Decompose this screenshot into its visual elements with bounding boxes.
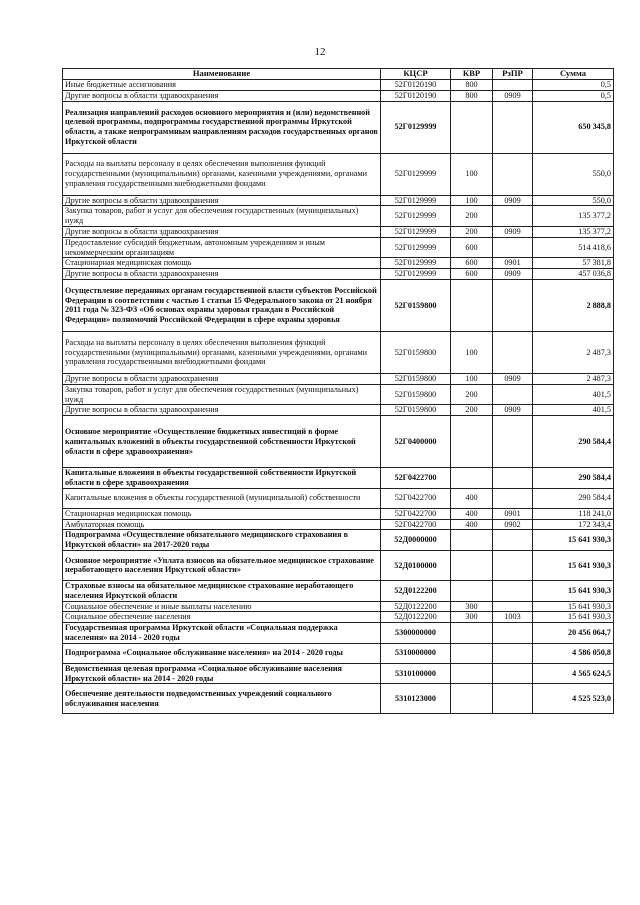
- header-name: Наименование: [63, 69, 381, 80]
- cell-name: Амбулаторная помощь: [63, 519, 381, 530]
- table-row: [63, 258, 614, 269]
- table-row: [63, 101, 614, 153]
- cell-sum: 57 381,8: [533, 258, 614, 269]
- cell-rzpr: 0909: [493, 195, 533, 206]
- cell-kcsr: 5310000000: [381, 643, 451, 663]
- cell-rzpr: [493, 279, 533, 331]
- cell-name: Предоставление субсидий бюджетным, автономным учреждениям и иным некоммерческим организациям: [63, 237, 381, 258]
- cell-kvr: 300: [451, 601, 493, 612]
- cell-rzpr: 0909: [493, 269, 533, 280]
- cell-kvr: 200: [451, 384, 493, 405]
- cell-sum: 457 036,8: [533, 269, 614, 280]
- table-row: [63, 519, 614, 530]
- cell-sum: 20 456 064,7: [533, 623, 614, 644]
- cell-kcsr: 52Г0159800: [381, 373, 451, 384]
- cell-sum: 15 641 930,3: [533, 550, 614, 580]
- cell-sum: 2 487,3: [533, 331, 614, 373]
- cell-name: Стационарная медицинская помощь: [63, 508, 381, 519]
- cell-kvr: 100: [451, 373, 493, 384]
- table-row: [63, 684, 614, 714]
- cell-name: Иные бюджетные ассигнования: [63, 80, 381, 91]
- cell-rzpr: [493, 101, 533, 153]
- cell-rzpr: [493, 80, 533, 91]
- table-row: [63, 237, 614, 258]
- header-kcsr: КЦСР: [381, 69, 451, 80]
- cell-kcsr: 52Г0120190: [381, 80, 451, 91]
- cell-sum: 650 345,8: [533, 101, 614, 153]
- cell-name: Обеспечение деятельности подведомственных учреждений социального обслуживания населения: [63, 684, 381, 714]
- cell-rzpr: [493, 643, 533, 663]
- cell-sum: 401,5: [533, 384, 614, 405]
- cell-name: Государственная программа Иркутской области «Социальная поддержка населения» на 2014 - 2020 годы: [63, 623, 381, 644]
- cell-name: Ведомственная целевая программа «Социальное обслуживание населения Иркутской области» на 2014 - 2020 годы: [63, 663, 381, 684]
- cell-name: Другие вопросы в области здравоохранения: [63, 405, 381, 416]
- cell-sum: 550,0: [533, 195, 614, 206]
- cell-name: Реализация направлений расходов основного мероприятия и (или) ведомственной целевой программы, подпрограммы государственной программы Иркутской области, а также непрограммным направлениям расходов государственных органов Иркутской области: [63, 101, 381, 153]
- cell-name: Капитальные вложения в объекты государственной собственности Иркутской области в сфере здравоохранения: [63, 468, 381, 489]
- cell-sum: 290 584,4: [533, 468, 614, 489]
- cell-kcsr: 52Г0129999: [381, 269, 451, 280]
- cell-rzpr: [493, 237, 533, 258]
- cell-name: Основное мероприятие «Уплата взносов на обязательное медицинское страхование неработающего населения Иркутской области»: [63, 550, 381, 580]
- table-row: [63, 226, 614, 237]
- page-number: 12: [314, 46, 326, 58]
- cell-rzpr: [493, 153, 533, 195]
- cell-kvr: 800: [451, 90, 493, 101]
- cell-name: Подпрограмма «Осуществление обязательного медицинского страхования в Иркутской области» на 2017-2020 годы: [63, 530, 381, 551]
- cell-sum: 550,0: [533, 153, 614, 195]
- cell-kvr: [451, 550, 493, 580]
- cell-name: Основное мероприятие «Осуществление бюджетных инвестиций в форме капитальных вложений в объекты государственной собственности Иркутской области в сфере здравоохранения»: [63, 416, 381, 468]
- cell-kvr: 100: [451, 195, 493, 206]
- cell-name: Другие вопросы в области здравоохранения: [63, 373, 381, 384]
- cell-sum: 135 377,2: [533, 226, 614, 237]
- cell-kvr: [451, 416, 493, 468]
- cell-kcsr: 5310100000: [381, 663, 451, 684]
- cell-kvr: 200: [451, 226, 493, 237]
- cell-kcsr: 52Г0129999: [381, 258, 451, 269]
- cell-name: Расходы на выплаты персоналу в целях обеспечения выполнения функций государственными (муниципальными) органами, казенными учреждениями, органами управления государственными внебюджетными фондами: [63, 153, 381, 195]
- cell-name: Другие вопросы в области здравоохранения: [63, 269, 381, 280]
- cell-kcsr: 52Г0422700: [381, 519, 451, 530]
- table-row: [63, 508, 614, 519]
- cell-name: Осуществление переданных органам государственной власти субъектов Российской Федерации в соответствии с частью 1 статьи 15 Федерального закона от 21 ноября 2011 года № 323-ФЗ «Об основах охраны здоровья граждан в Российской Федерации» полномочий Российской Федерации в сфере охраны здоровья: [63, 279, 381, 331]
- cell-name: Подпрограмма «Социальное обслуживание населения» на 2014 - 2020 годы: [63, 643, 381, 663]
- cell-kvr: [451, 468, 493, 489]
- table-row: [63, 373, 614, 384]
- cell-name: Социальное обеспечение населения: [63, 612, 381, 623]
- cell-kcsr: 52Г0422700: [381, 488, 451, 508]
- cell-sum: 172 343,4: [533, 519, 614, 530]
- cell-rzpr: 0901: [493, 258, 533, 269]
- cell-sum: 0,5: [533, 90, 614, 101]
- cell-kcsr: 5310123000: [381, 684, 451, 714]
- cell-rzpr: 0902: [493, 519, 533, 530]
- table-row: [63, 80, 614, 91]
- cell-name: Страховые взносы на обязательное медицинское страхование неработающего населения Иркутской области: [63, 580, 381, 601]
- table-row: [63, 550, 614, 580]
- cell-sum: 4 586 050,8: [533, 643, 614, 663]
- cell-name: Стационарная медицинская помощь: [63, 258, 381, 269]
- table-row: [63, 206, 614, 227]
- cell-kvr: 400: [451, 508, 493, 519]
- cell-sum: 15 641 930,3: [533, 580, 614, 601]
- cell-rzpr: 0909: [493, 373, 533, 384]
- cell-sum: 290 584,4: [533, 488, 614, 508]
- cell-kcsr: 52Г0422700: [381, 508, 451, 519]
- cell-rzpr: [493, 488, 533, 508]
- cell-name: Социальное обеспечение и иные выплаты населению: [63, 601, 381, 612]
- cell-rzpr: [493, 580, 533, 601]
- table-row: [63, 195, 614, 206]
- table-row: [63, 384, 614, 405]
- cell-kcsr: 52Г0159800: [381, 405, 451, 416]
- header-kvr: КВР: [451, 69, 493, 80]
- cell-kcsr: 52Г0422700: [381, 468, 451, 489]
- cell-sum: 118 241,0: [533, 508, 614, 519]
- cell-sum: 15 641 930,3: [533, 601, 614, 612]
- cell-kcsr: 52Д0100000: [381, 550, 451, 580]
- cell-sum: 514 418,6: [533, 237, 614, 258]
- cell-kvr: 200: [451, 405, 493, 416]
- cell-sum: 0,5: [533, 80, 614, 91]
- table-row: [63, 623, 614, 644]
- cell-kvr: 600: [451, 237, 493, 258]
- cell-name: Другие вопросы в области здравоохранения: [63, 226, 381, 237]
- cell-kcsr: 5300000000: [381, 623, 451, 644]
- cell-sum: 135 377,2: [533, 206, 614, 227]
- cell-kcsr: 52Д0122200: [381, 580, 451, 601]
- cell-rzpr: [493, 416, 533, 468]
- cell-rzpr: 1003: [493, 612, 533, 623]
- cell-name: Закупка товаров, работ и услуг для обеспечения государственных (муниципальных) нужд: [63, 384, 381, 405]
- cell-kvr: [451, 663, 493, 684]
- cell-rzpr: 0909: [493, 405, 533, 416]
- cell-kcsr: 52Г0159800: [381, 384, 451, 405]
- cell-kvr: 800: [451, 80, 493, 91]
- table-header-row: [63, 69, 614, 80]
- header-rzpr: РзПР: [493, 69, 533, 80]
- cell-kcsr: 52Г0159800: [381, 279, 451, 331]
- cell-rzpr: [493, 206, 533, 227]
- cell-kcsr: 52Г0129999: [381, 226, 451, 237]
- table-row: [63, 612, 614, 623]
- cell-kvr: [451, 101, 493, 153]
- cell-kcsr: 52Д0122200: [381, 601, 451, 612]
- cell-kcsr: 52Д0000000: [381, 530, 451, 551]
- cell-rzpr: [493, 684, 533, 714]
- cell-name: Расходы на выплаты персоналу в целях обеспечения выполнения функций государственными (муниципальными) органами, казенными учреждениями, органами управления государственными внебюджетными фондами: [63, 331, 381, 373]
- cell-kcsr: 52Г0129999: [381, 153, 451, 195]
- cell-kvr: 300: [451, 612, 493, 623]
- cell-sum: 2 487,3: [533, 373, 614, 384]
- cell-kvr: [451, 530, 493, 551]
- cell-kvr: 100: [451, 153, 493, 195]
- cell-rzpr: [493, 384, 533, 405]
- cell-sum: 290 584,4: [533, 416, 614, 468]
- cell-kvr: [451, 623, 493, 644]
- cell-rzpr: [493, 331, 533, 373]
- cell-kvr: [451, 580, 493, 601]
- table-row: [63, 530, 614, 551]
- cell-sum: 4 565 624,5: [533, 663, 614, 684]
- header-sum: Сумма: [533, 69, 614, 80]
- cell-kvr: [451, 643, 493, 663]
- cell-kcsr: 52Г0129999: [381, 206, 451, 227]
- cell-rzpr: 0909: [493, 90, 533, 101]
- cell-rzpr: [493, 623, 533, 644]
- cell-kcsr: 52Г0120190: [381, 90, 451, 101]
- cell-kcsr: 52Г0129999: [381, 237, 451, 258]
- table-row: [63, 153, 614, 195]
- cell-kcsr: 52Г0129999: [381, 195, 451, 206]
- cell-sum: 4 525 523,0: [533, 684, 614, 714]
- table-row: [63, 405, 614, 416]
- cell-kvr: [451, 279, 493, 331]
- cell-name: Закупка товаров, работ и услуг для обеспечения государственных (муниципальных) нужд: [63, 206, 381, 227]
- table-row: [63, 580, 614, 601]
- cell-rzpr: 0909: [493, 226, 533, 237]
- cell-rzpr: [493, 601, 533, 612]
- cell-kvr: 100: [451, 331, 493, 373]
- table-row: [63, 269, 614, 280]
- cell-kvr: 400: [451, 519, 493, 530]
- cell-name: Другие вопросы в области здравоохранения: [63, 90, 381, 101]
- table-row: [63, 468, 614, 489]
- cell-kvr: [451, 684, 493, 714]
- cell-name: Капитальные вложения в объекты государственной (муниципальной) собственности: [63, 488, 381, 508]
- cell-rzpr: 0901: [493, 508, 533, 519]
- cell-sum: 401,5: [533, 405, 614, 416]
- cell-sum: 2 888,8: [533, 279, 614, 331]
- table-row: [63, 488, 614, 508]
- table-row: [63, 643, 614, 663]
- cell-kvr: 600: [451, 258, 493, 269]
- cell-kcsr: 52Г0159800: [381, 331, 451, 373]
- cell-rzpr: [493, 663, 533, 684]
- cell-rzpr: [493, 550, 533, 580]
- budget-table: [62, 68, 614, 714]
- cell-kcsr: 52Г0400000: [381, 416, 451, 468]
- table-row: [63, 90, 614, 101]
- table-row: [63, 416, 614, 468]
- cell-kvr: 600: [451, 269, 493, 280]
- cell-kvr: 200: [451, 206, 493, 227]
- cell-kcsr: 52Г0129999: [381, 101, 451, 153]
- cell-kvr: 400: [451, 488, 493, 508]
- cell-sum: 15 641 930,3: [533, 612, 614, 623]
- table-row: [63, 331, 614, 373]
- cell-kcsr: 52Д0122200: [381, 612, 451, 623]
- table-row: [63, 279, 614, 331]
- cell-rzpr: [493, 468, 533, 489]
- table-row: [63, 601, 614, 612]
- cell-rzpr: [493, 530, 533, 551]
- cell-name: Другие вопросы в области здравоохранения: [63, 195, 381, 206]
- cell-sum: 15 641 930,3: [533, 530, 614, 551]
- table-row: [63, 663, 614, 684]
